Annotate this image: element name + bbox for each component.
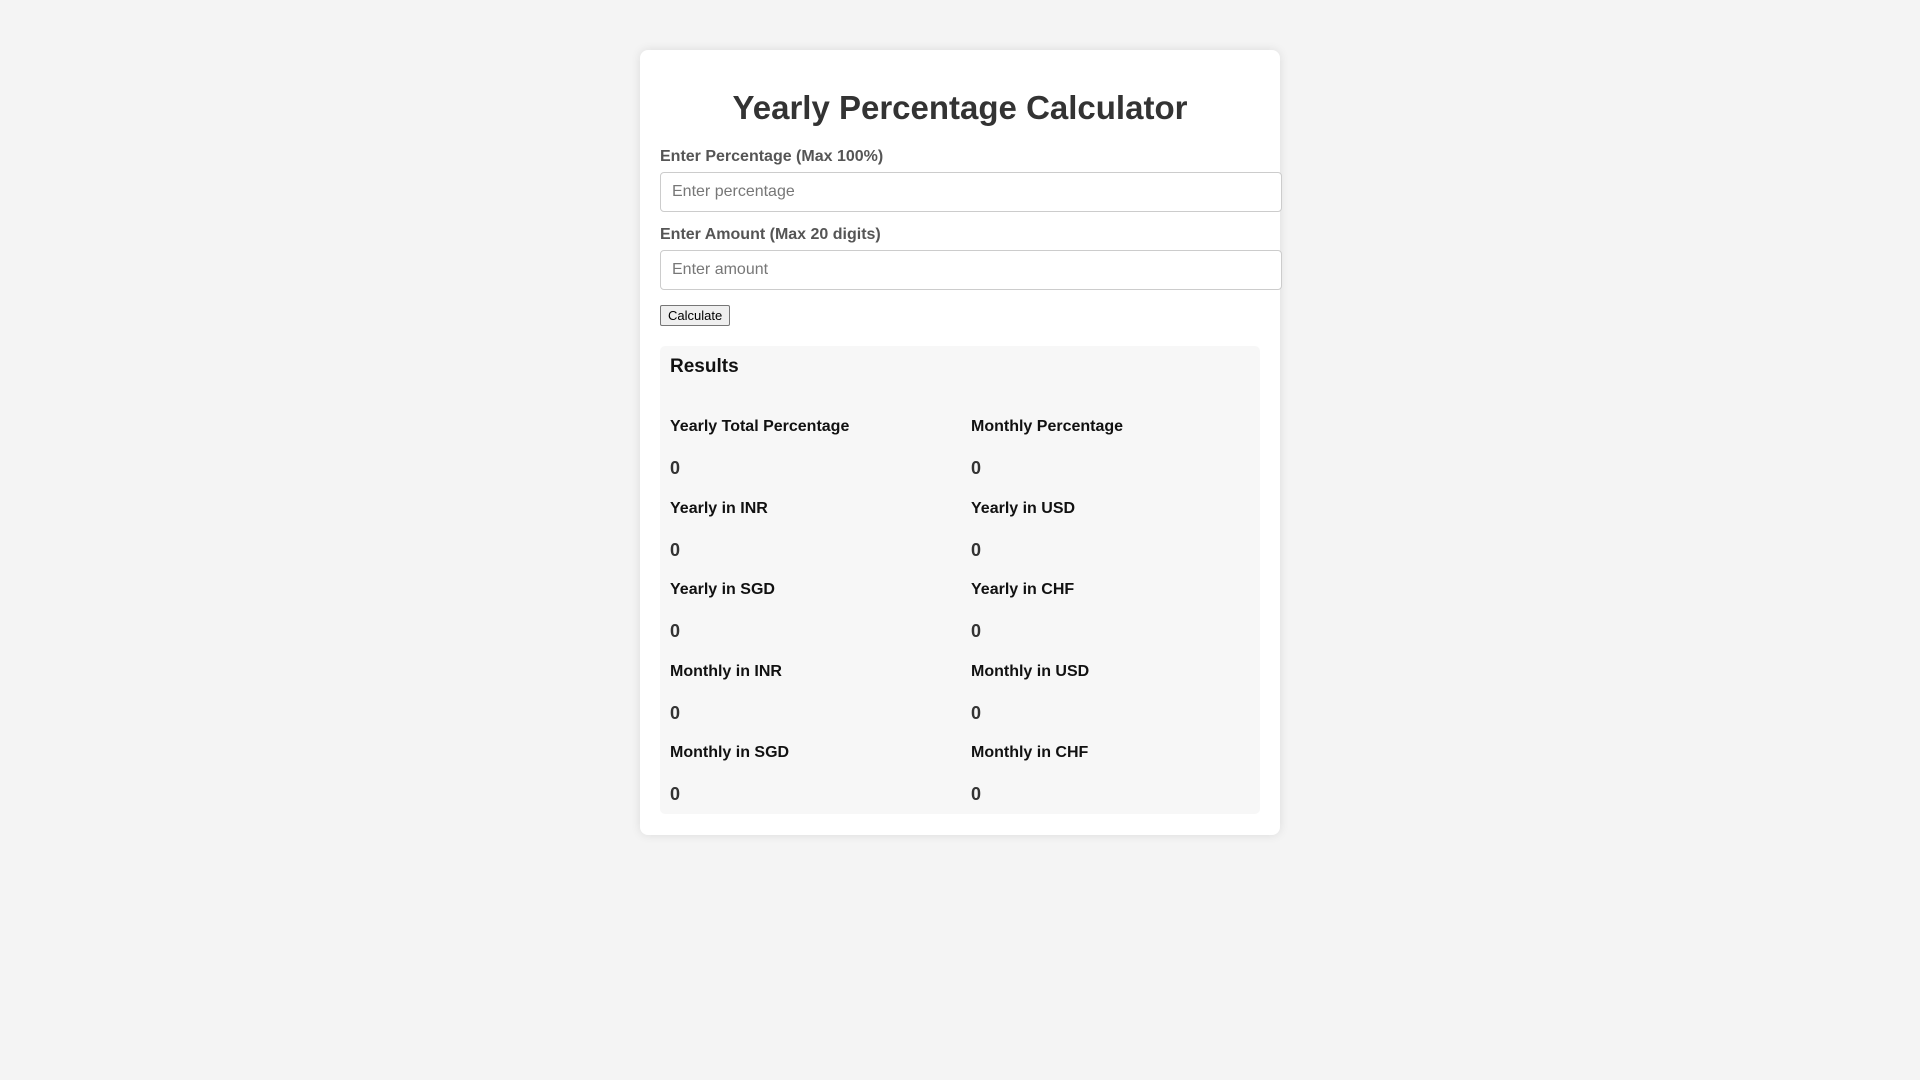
result-label: Yearly in USD [971, 499, 1076, 517]
result-yearly-usd [971, 487, 1251, 569]
result-label: Monthly in SGD [670, 744, 790, 761]
result-label: Monthly in USD [971, 662, 1090, 680]
calculate-button[interactable]: Calculate [660, 305, 730, 326]
result-monthly-inr [670, 650, 971, 732]
result-monthly-sgd [670, 731, 971, 813]
percentage-input[interactable] [660, 172, 1282, 212]
result-label: Yearly in CHF [971, 581, 1075, 598]
result-value: 0 [971, 621, 982, 641]
result-value: 0 [971, 539, 982, 560]
results-grid [670, 405, 1250, 813]
result-value: 0 [670, 702, 681, 723]
result-value: 0 [670, 458, 681, 478]
result-label: Monthly in CHF [971, 744, 1089, 761]
result-value: 0 [670, 539, 681, 560]
result-label: Yearly in SGD [670, 581, 775, 598]
result-value: 0 [971, 784, 982, 804]
result-monthly-chf [971, 731, 1251, 813]
result-label: Monthly Percentage [971, 418, 1124, 435]
result-yearly-chf [971, 568, 1251, 650]
result-yearly-inr [670, 487, 971, 569]
result-yearly-sgd [670, 568, 971, 650]
results-panel [660, 346, 1260, 814]
result-label: Yearly in INR [670, 499, 768, 517]
result-monthly-usd [971, 650, 1251, 732]
amount-label: Enter Amount (Max 20 digits) [660, 226, 881, 243]
result-value: 0 [971, 458, 982, 478]
result-yearly-total-percentage [670, 405, 971, 487]
amount-input[interactable] [660, 250, 1282, 290]
calculator-card [640, 50, 1280, 835]
result-monthly-percentage [971, 405, 1251, 487]
result-label: Yearly Total Percentage [670, 418, 850, 435]
result-label: Monthly in INR [670, 662, 782, 680]
page-title: Yearly Percentage Calculator [732, 89, 1188, 126]
result-value: 0 [670, 784, 681, 804]
result-value: 0 [971, 702, 982, 723]
results-title: Results [670, 356, 739, 377]
result-value: 0 [670, 621, 681, 641]
percentage-label: Enter Percentage (Max 100%) [660, 148, 884, 165]
